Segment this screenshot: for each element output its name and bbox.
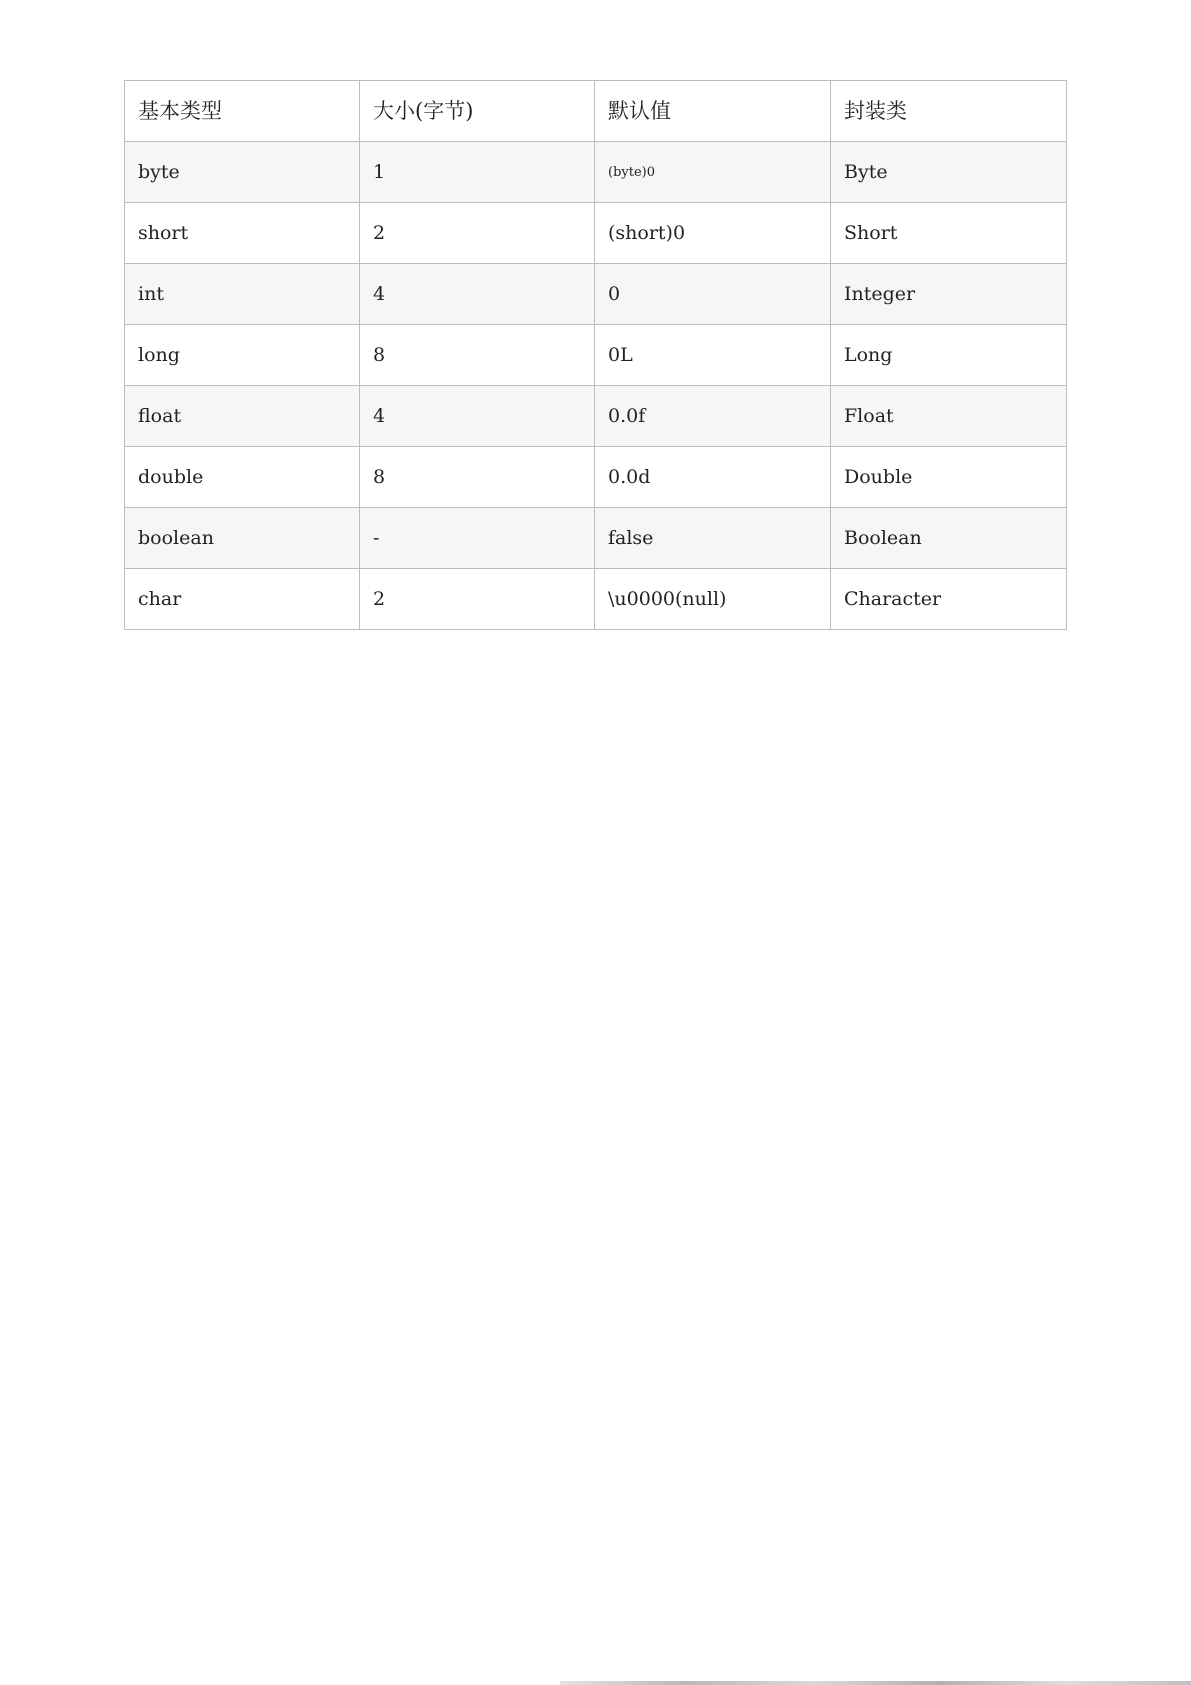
table-row (125, 447, 1067, 508)
cell-type: boolean (125, 508, 360, 569)
cell-size: 8 (360, 325, 595, 386)
cell-size: 8 (360, 447, 595, 508)
cell-wrapper: Boolean (831, 508, 1067, 569)
cell-default: 0L (595, 325, 831, 386)
cell-default: false (595, 508, 831, 569)
cell-wrapper: Float (831, 386, 1067, 447)
cell-wrapper: Short (831, 203, 1067, 264)
table-row (125, 386, 1067, 447)
cell-size: 2 (360, 569, 595, 630)
cell-type: long (125, 325, 360, 386)
cell-size: 4 (360, 264, 595, 325)
cell-type: char (125, 569, 360, 630)
page-bottom-scan-artifact (560, 1681, 1191, 1685)
cell-default: 0 (595, 264, 831, 325)
cell-size: 1 (360, 142, 595, 203)
cell-type: byte (125, 142, 360, 203)
header-size-bytes: 大小(字节) (360, 81, 595, 142)
cell-wrapper: Integer (831, 264, 1067, 325)
table-row (125, 264, 1067, 325)
cell-type: int (125, 264, 360, 325)
header-wrapper-class: 封装类 (831, 81, 1067, 142)
table-row (125, 142, 1067, 203)
cell-default: \u0000(null) (595, 569, 831, 630)
cell-type: short (125, 203, 360, 264)
cell-type: float (125, 386, 360, 447)
table-header (125, 81, 1067, 142)
header-primitive-type: 基本类型 (125, 81, 360, 142)
cell-wrapper: Character (831, 569, 1067, 630)
cell-size: 2 (360, 203, 595, 264)
cell-default: (byte)0 (595, 142, 831, 203)
cell-wrapper: Long (831, 325, 1067, 386)
cell-wrapper: Byte (831, 142, 1067, 203)
cell-size: - (360, 508, 595, 569)
cell-size: 4 (360, 386, 595, 447)
table-row (125, 325, 1067, 386)
table-body (125, 142, 1067, 630)
header-default-value: 默认值 (595, 81, 831, 142)
cell-type: double (125, 447, 360, 508)
table-row (125, 508, 1067, 569)
header-row (125, 81, 1067, 142)
cell-default: (short)0 (595, 203, 831, 264)
cell-default: 0.0f (595, 386, 831, 447)
table-row (125, 203, 1067, 264)
primitive-types-table (124, 80, 1067, 630)
cell-wrapper: Double (831, 447, 1067, 508)
cell-default: 0.0d (595, 447, 831, 508)
table-row (125, 569, 1067, 630)
